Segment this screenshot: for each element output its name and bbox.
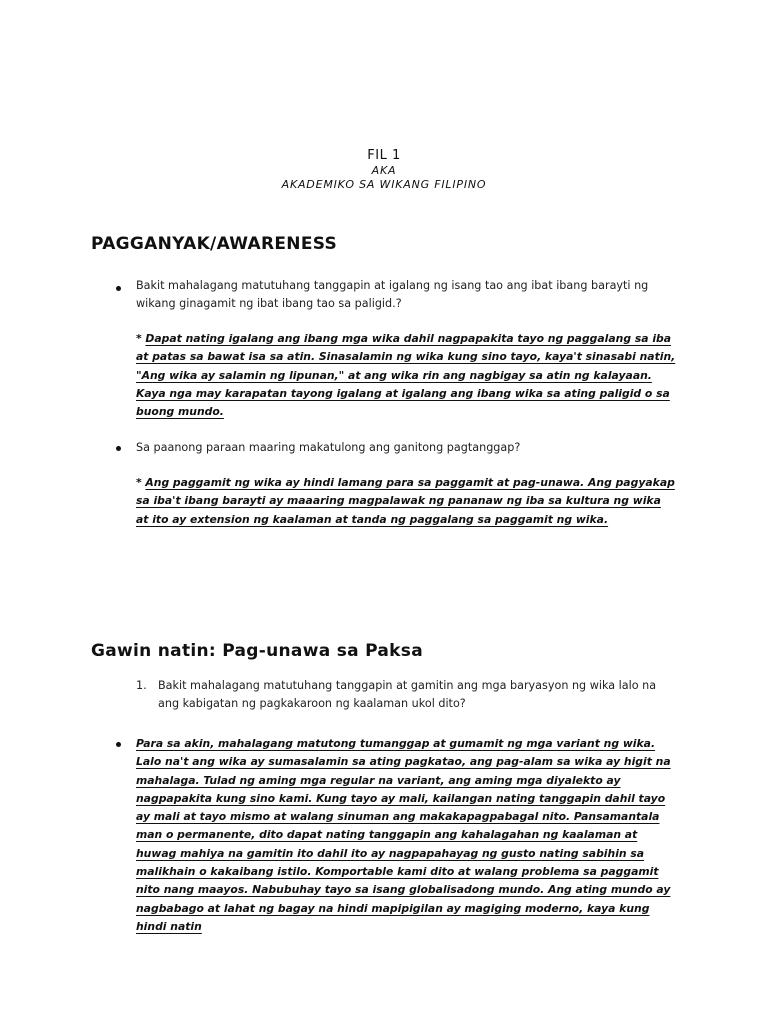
course-name: AKADEMIKO SA WIKANG FILIPINO <box>281 178 487 191</box>
bullet-icon <box>116 446 121 451</box>
document-header <box>0 148 768 192</box>
answer-block <box>136 330 676 421</box>
answer-marker: * <box>136 332 146 345</box>
section-title-gawin-natin: Gawin natin: Pag-unawa sa Paksa <box>91 641 423 661</box>
question-text: Bakit mahalagang matutuhang tanggapin at igalang ng isang tao ang ibat ibang barayti ng wikang ginagamit ng ibat ibang tao sa paligid.? <box>136 279 649 310</box>
answer-text: Dapat nating igalang ang ibang mga wika dahil nagpapakita tayo ng paggalang sa iba at patas sa bawat isa sa atin. Sinasalamin ng wika kung sino tayo, kaya't sinasabi natin, "Ang wika ay salamin ng lipunan," at ang wika rin ang nagbigay sa atin ng kalayaan. Kaya nga may karapatan tayong igalang at igalang ang ibang wika sa ating paligid o sa buong mundo. <box>136 332 676 419</box>
course-abbreviation: AKA <box>371 164 397 177</box>
question-text: Bakit mahalagang matutuhang tanggapin at gamitin ang mga baryasyon ng wika lalo na ang kabigatan ng pagkakaroon ng kaalaman ukol dito? <box>158 679 657 710</box>
answer-block <box>136 474 676 529</box>
bullet-icon <box>116 286 121 291</box>
bullet-icon <box>116 742 121 747</box>
course-code: FIL 1 <box>367 148 401 163</box>
question-text: Sa paanong paraan maaring makatulong ang ganitong pagtanggap? <box>136 441 521 454</box>
answer-text: Para sa akin, mahalagang matutong tumanggap at gumamit ng mga variant ng wika. Lalo na't ang wika ay sumasalamin sa ating pagkatao, ang pag-alam sa wika ay higit na mahalaga. Tulad ng aming mga regular na variant, ang aming mga diyalekto ay nagpapakita kung sino kami. Kung tayo ay mali, kailangan nating tanggapin dahil tayo ay mali at tayo mismo at walang sinuman ang makakapagpabagal nito. Pansamantala man o permanente, dito dapat nating tanggapin ang kahalagahan ng kaalaman at huwag mahiya na gamitin ito dahil ito ay nagpapahayag ng gusto nating sabihin sa malikhain o kakaibang istilo. Komportable kami dito at walang problema sa paggamit nito nang maayos. Nabubuhay tayo sa isang globalisadong mundo. Ang ating mundo ay nagbabago at lahat ng bagay na hindi mapipigilan ay magiging moderno, kaya kung hindi natin <box>136 737 671 933</box>
item-number: 1. <box>136 679 147 692</box>
answer-block <box>136 735 676 936</box>
answer-marker: * <box>136 476 146 489</box>
section-title-pagganyak: PAGGANYAK/AWARENESS <box>91 234 338 254</box>
answer-text: Ang paggamit ng wika ay hindi lamang para sa paggamit at pag-unawa. Ang pagyakap sa iba't ibang barayti ay maaaring magpalawak ng pananaw ng iba sa kultura ng wika at ito ay extension ng kaalaman at tanda ng paggalang sa paggamit ng wika. <box>136 476 675 526</box>
